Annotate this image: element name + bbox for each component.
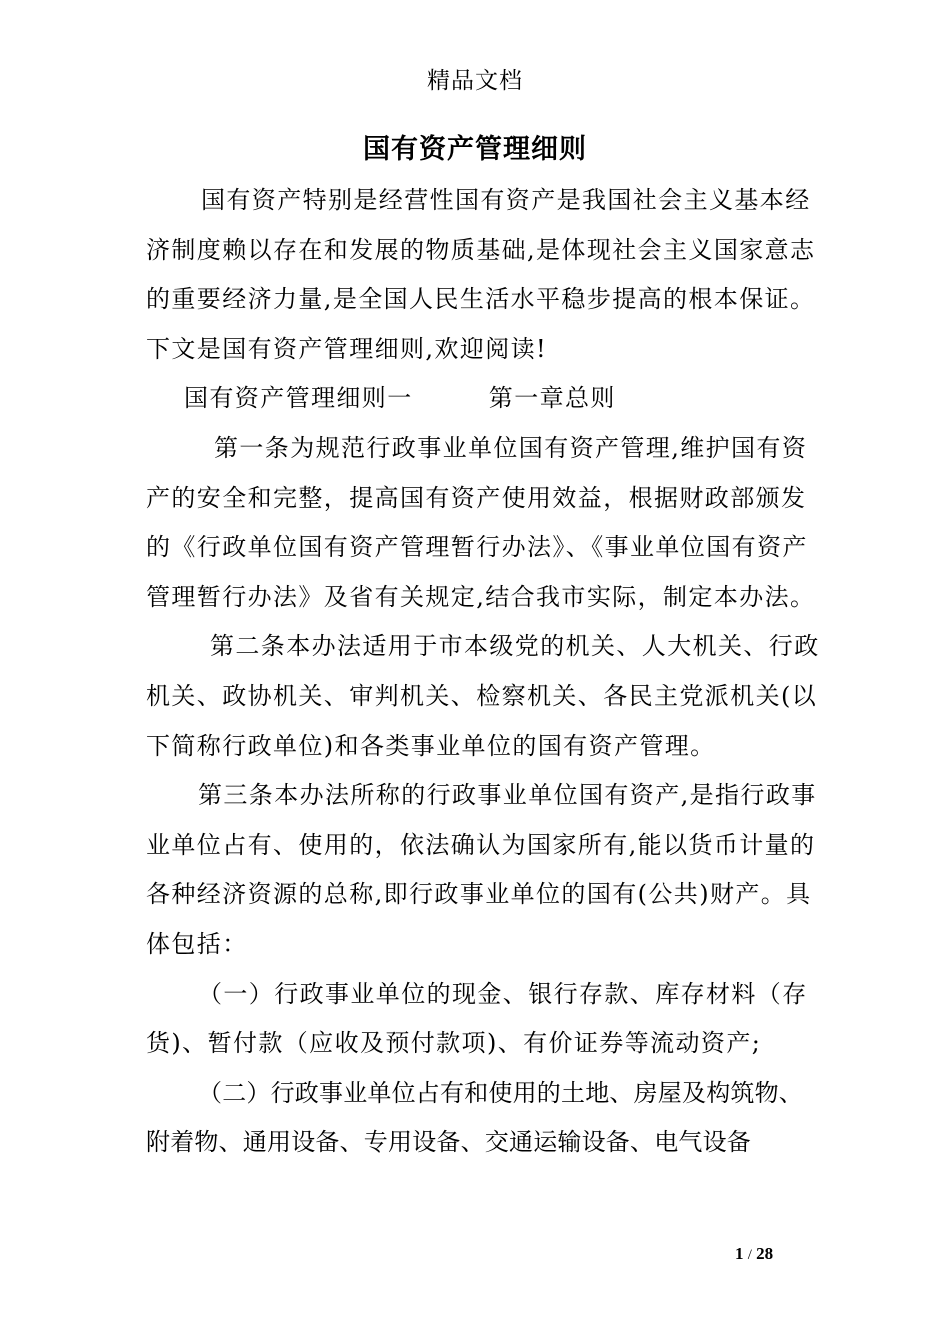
item-1-paragraph: （一）行政事业单位的现金、银行存款、库存材料（存货)、暂付款（应收及预付款项)、有价证券等流动资产; [146, 979, 808, 1058]
item-2-paragraph: （二）行政事业单位占有和使用的土地、房屋及构筑物、附着物、通用设备、专用设备、交通运输设备、电气设备 [146, 1078, 803, 1157]
page-current: 1 [735, 1244, 744, 1263]
page-header: 精品文档 [427, 68, 523, 94]
document-title: 国有资产管理细则 [363, 134, 587, 165]
article-1-paragraph: 第一条为规范行政事业单位国有资产管理,维护国有资产的安全和完整，提高国有资产使用效益，根据财政部颁发的《行政单位国有资产管理暂行办法》、《事业单位国有资产管理暂行办法》及省有关规定,结合我市实际，制定本办法。 [146, 433, 816, 611]
article-3-paragraph: 第三条本办法所称的行政事业单位国有资产,是指行政事业单位占有、使用的，依法确认为国家所有,能以货币计量的各种经济资源的总称,即行政事业单位的国有(公共)财产。具体包括： [146, 781, 817, 958]
article-2-paragraph: 第二条本办法适用于市本级党的机关、人大机关、行政机关、政协机关、审判机关、检察机关、各民主党派机关(以下简称行政单位)和各类事业单位的国有资产管理。 [146, 632, 820, 760]
page-number [735, 1241, 773, 1268]
document-body [146, 176, 826, 1168]
section-heading: 国有资产管理细则一 第一章总则 [184, 384, 616, 413]
page-total: 28 [756, 1244, 774, 1263]
page-separator: / [747, 1247, 752, 1263]
intro-paragraph: 国有资产特别是经营性国有资产是我国社会主义基本经济制度赖以存在和发展的物质基础,是体现社会主义国家意志的重要经济力量,是全国人民生活水平稳步提高的根本保证。下文是国有资产管理细则,欢迎阅读! [146, 186, 816, 363]
